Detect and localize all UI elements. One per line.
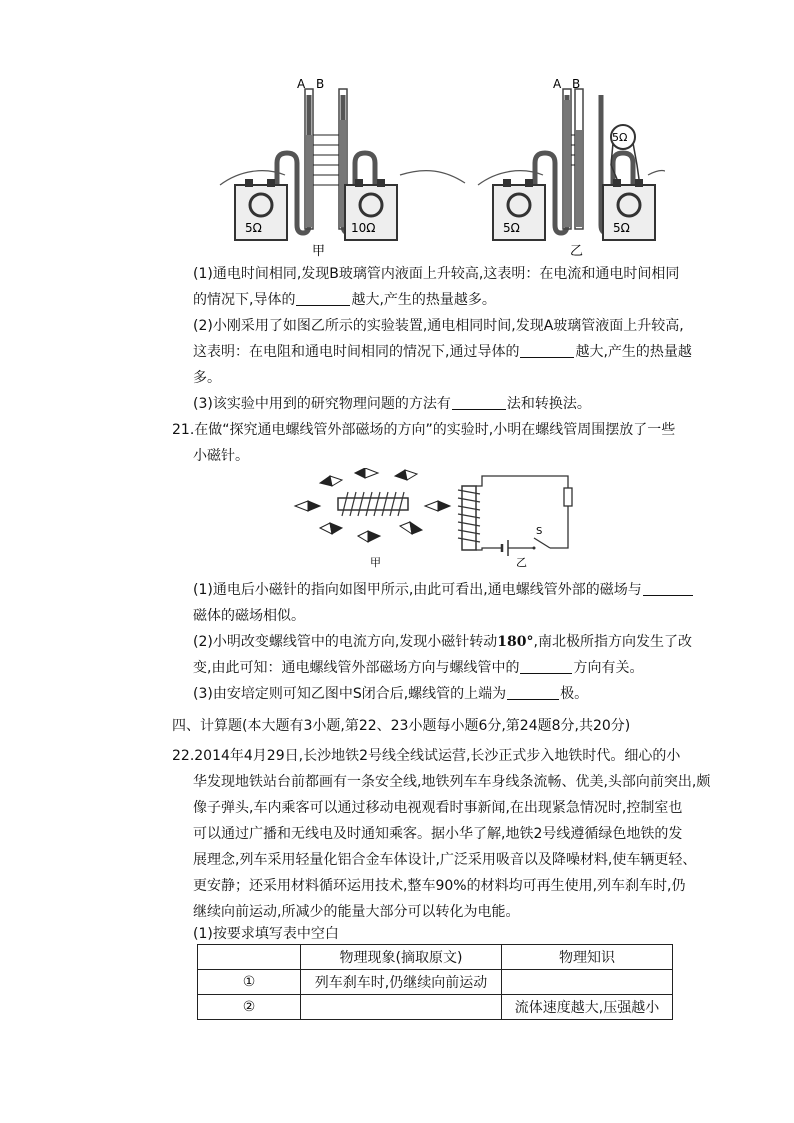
q22-line-6: 更安静；还采用材料循环运用技术,整车90%的材料均可再生使用,列车刹车时,仍 — [193, 878, 686, 894]
q21-stem-line1: 21.在做“探究通电螺线管外部磁场的方向”的实验时,小明在螺线管周围摆放了一些 — [172, 422, 676, 438]
table-cell-knowledge-blank[interactable] — [502, 970, 673, 995]
caption-solenoid-jia: 甲 — [370, 556, 381, 569]
table-cell-phenomenon-blank[interactable] — [301, 995, 502, 1020]
q21-part3-pre: (3)由安培定则可知乙图中S闭合后,螺线管的上端为 — [193, 686, 507, 702]
joule-heat-apparatus-figure — [215, 75, 665, 260]
table-cell-index: ② — [198, 995, 301, 1020]
q20-part2-line1: (2)小刚采用了如图乙所示的实验装置,通电相同时间,发现A玻璃管液面上升较高, — [193, 318, 684, 334]
q20-part1-line1: (1)通电时间相同,发现B玻璃管内液面上升较高,这表明：在电流和通电时间相同 — [193, 266, 680, 282]
q20-part3 — [193, 394, 591, 414]
q22-line-7: 继续向前运动,所减少的能量大部分可以转化为电能。 — [193, 904, 520, 920]
q20-part1-line2 — [193, 290, 496, 310]
q21-part2-line2 — [193, 658, 643, 678]
q21-part2-line1 — [193, 632, 692, 652]
solenoid-circuit-yi — [458, 476, 572, 569]
table-row — [198, 995, 673, 1020]
q20-part3-pre: (3)该实验中用到的研究物理问题的方法有 — [193, 396, 451, 412]
resistor-10-jia: 10Ω — [351, 221, 376, 235]
q20-part1-line2-post: 越大,产生的热量越多。 — [351, 292, 496, 308]
apparatus-jia — [220, 77, 465, 259]
table-cell-index: ① — [198, 970, 301, 995]
resistor-parallel-yi: 5Ω — [612, 131, 628, 144]
q20-part2-line3: 多。 — [193, 370, 221, 386]
solenoid-jia — [295, 468, 450, 569]
q21-blank-3[interactable] — [507, 685, 559, 700]
q20-part2-line2-pre: 这表明：在电阻和通电时间相同的情况下,通过导体的 — [193, 344, 520, 360]
label-b-yi: B — [572, 77, 581, 91]
q20-blank-3[interactable] — [452, 395, 506, 410]
caption-yi: 乙 — [570, 244, 584, 259]
table-cell-phenomenon: 列车刹车时,仍继续向前运动 — [301, 970, 502, 995]
q21-stem-line2: 小磁针。 — [193, 448, 249, 464]
resistor-right-yi: 5Ω — [613, 221, 630, 235]
q21-part2-post: ,南北极所指方向发生了改 — [533, 634, 692, 650]
table-cell-knowledge: 流体速度越大,压强越小 — [502, 995, 673, 1020]
q22-answer-table — [197, 944, 673, 1020]
label-b-jia: B — [316, 77, 325, 91]
q20-part1-line2-pre: 的情况下,导体的 — [193, 292, 296, 308]
q21-blank-2[interactable] — [520, 659, 572, 674]
q21-part1-pre: (1)通电后小磁针的指向如图甲所示,由此可看出,通电螺线管外部的磁场与 — [193, 582, 642, 598]
apparatus-yi — [478, 77, 665, 259]
q22-line-2: 华发现地铁站台前都画有一条安全线,地铁列车车身线条流畅、优美,头部向前突出,颇 — [193, 774, 711, 790]
q21-part3-post: 极。 — [560, 686, 589, 702]
table-header-cell: 物理知识 — [502, 945, 673, 970]
solenoid-figure — [290, 468, 590, 578]
q20-part2-line2-post: 越大,产生的热量越 — [575, 344, 692, 360]
q21-part2-line2-post: 方向有关。 — [573, 660, 644, 676]
q21-part1-line2: 磁体的磁场相似。 — [193, 608, 305, 624]
q20-blank-1[interactable] — [296, 291, 350, 306]
switch-label-s: S — [536, 526, 543, 537]
q21-part2-line2-pre: 变,由此可知：通电螺线管外部磁场方向与螺线管中的 — [193, 660, 520, 676]
caption-jia: 甲 — [312, 244, 326, 259]
resistor-left-yi: 5Ω — [503, 221, 520, 235]
q20-part2-line2 — [193, 342, 692, 362]
q21-part3 — [193, 684, 588, 704]
q20-blank-2[interactable] — [520, 343, 574, 358]
table-header-cell — [198, 945, 301, 970]
label-a-jia: A — [297, 77, 306, 91]
table-header-cell: 物理现象(摘取原文) — [301, 945, 502, 970]
q20-part3-post: 法和转换法。 — [506, 396, 591, 412]
q22-line-1: 22.2014年4月29日,长沙地铁2号线全线试运营,长沙正式步入地铁时代。细心的小 — [172, 748, 681, 764]
table-header-row — [198, 945, 673, 970]
q22-line-4: 可以通过广播和无线电及时通知乘客。据小华了解,地铁2号线遵循绿色地铁的发 — [193, 826, 683, 842]
label-a-yi: A — [553, 77, 562, 91]
q22-table-intro: (1)按要求填写表中空白 — [193, 926, 339, 942]
section-4-heading: 四、计算题(本大题有3小题,第22、23小题每小题6分,第24题8分,共20分) — [172, 718, 631, 734]
q22-line-5: 展理念,列车采用轻量化铝合金车体设计,广泛采用吸音以及降噪材料,使车辆更轻、 — [193, 852, 697, 868]
q21-blank-1[interactable] — [643, 581, 693, 596]
q21-part2-pre: (2)小明改变螺线管中的电流方向,发现小磁针转动 — [193, 634, 498, 650]
q21-part1-line1 — [193, 580, 694, 600]
caption-solenoid-yi: 乙 — [516, 556, 527, 569]
q21-part2-degree: 180° — [497, 634, 534, 650]
q22-line-3: 像子弹头,车内乘客可以通过移动电视观看时事新闻,在出现紧急情况时,控制室也 — [193, 800, 683, 816]
resistor-5-jia: 5Ω — [245, 221, 262, 235]
table-row — [198, 970, 673, 995]
